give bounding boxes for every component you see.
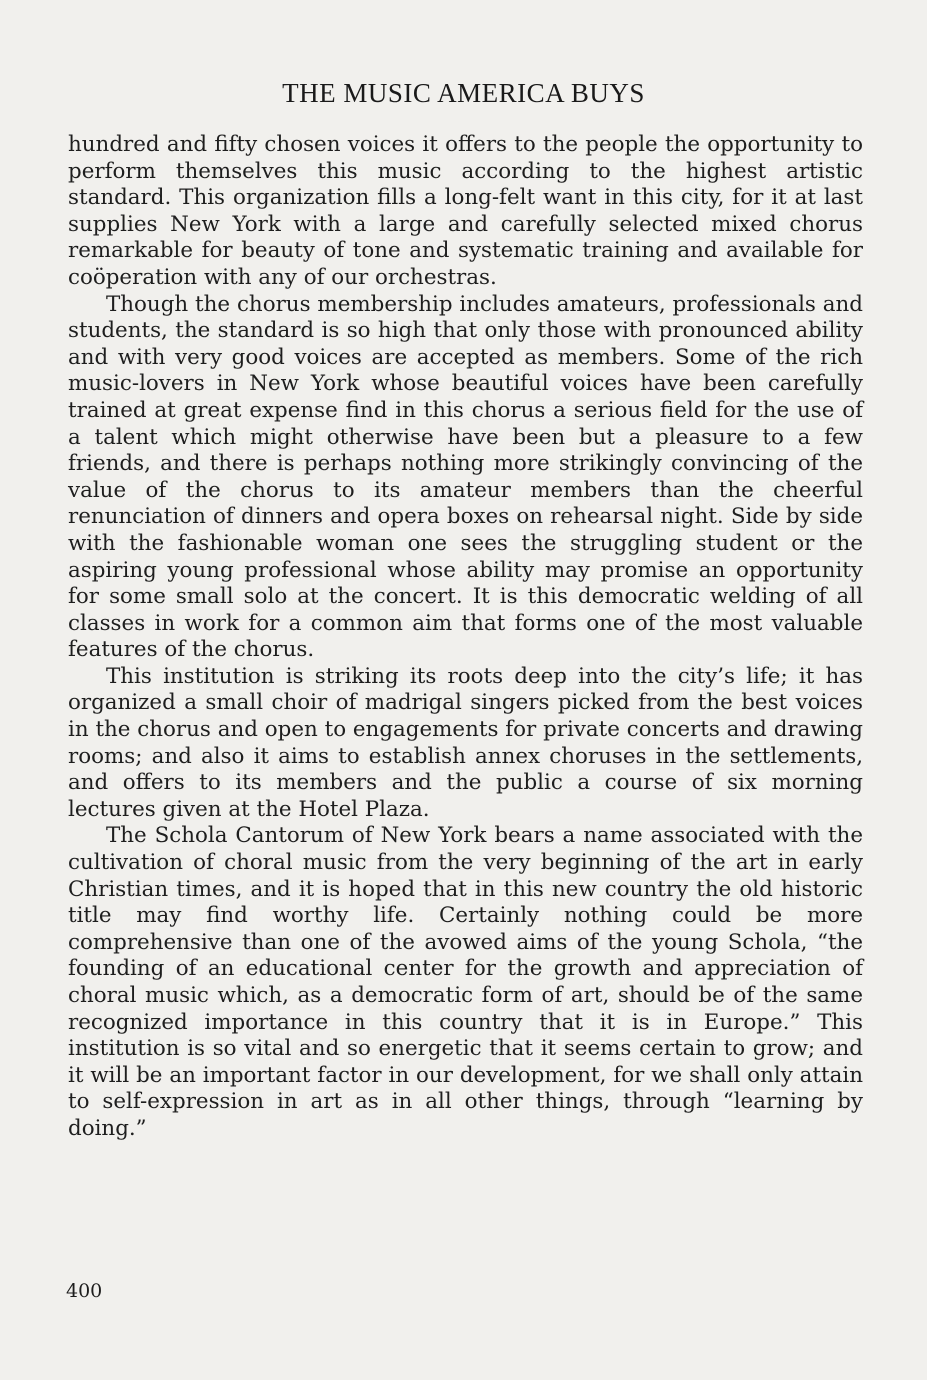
paragraph: The Schola Cantorum of New York bears a name associated with the cultivation of choral music from the very beginning of the art in early Christian times, and it is hoped that in this new country the old historic title may find worthy life. Certainly nothing could be more comprehensive than one of the avowed aims of the young Schola, “the founding of an educational center for the growth and appreciation of choral music which, as a democratic form of art, should be of the same recognized importance in this country that it is in Europe.” This institution is so vital and so energetic that it seems certain to grow; and it will be an important factor in our development, for we shall only attain to self-expression in art as in all other things, through “learning by doing.”: [68, 823, 863, 1141]
paragraph: Though the chorus membership includes amateurs, professionals and students, the standard is so high that only those with pronounced ability and with very good voices are accepted as members. Some of the rich music-lovers in New York whose beautiful voices have been carefully trained at great expense find in this chorus a serious field for the use of a talent which might otherwise have been but a pleasure to a few friends, and there is perhaps nothing more strikingly convincing of the value of the chorus to its amateur members than the cheerful renunciation of dinners and opera boxes on rehearsal night. Side by side with the fashionable woman one sees the struggling student or the aspiring young professional whose ability may promise an opportunity for some small solo at the concert. It is this democratic welding of all classes in work for a common aim that forms one of the most valuable features of the chorus.: [68, 291, 863, 663]
paragraph: hundred and fifty chosen voices it offers to the people the opportunity to perform themselves this music according to the highest artistic standard. This organization fills a long-felt want in this city, for it at last supplies New York with a large and carefully selected mixed chorus remarkable for beauty of tone and systematic training and available for coöperation with any of our orchestras.: [68, 132, 863, 290]
page-number: 400: [66, 1280, 103, 1302]
paragraph: This institution is striking its roots deep into the city’s life; it has organized a small choir of madrigal singers picked from the best voices in the chorus and open to engagements for private concerts and drawing rooms; and also it aims to establish annex choruses in the settlements, and offers to its members and the public a course of six morning lectures given at the Hotel Plaza.: [68, 663, 863, 822]
body-text: [68, 132, 863, 1143]
running-title: THE MUSIC AMERICA BUYS: [282, 78, 645, 108]
